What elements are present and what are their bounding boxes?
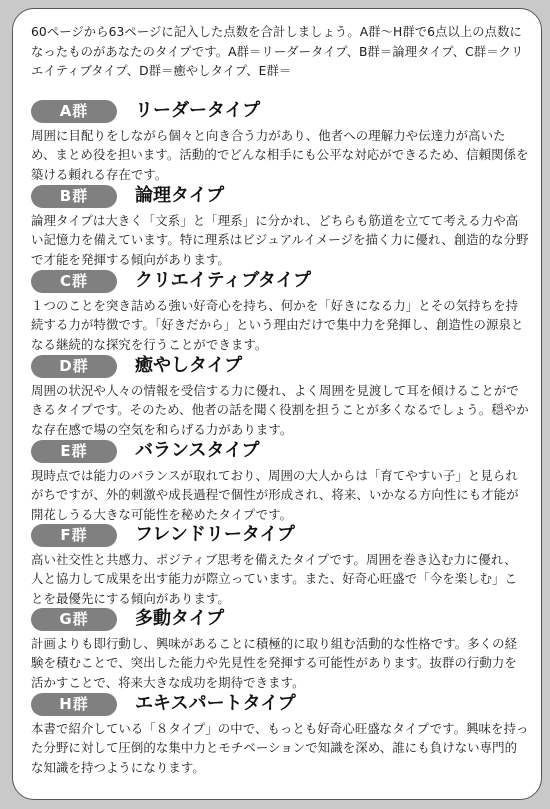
type-description: 周囲に目配りをしながら個々と向き合う力があり、他者への理解力や伝達力が高いため、まとめ役を担います。活動的でどんな相手にも公平な対応ができるため、信頼関係を築ける頼れる存在です。 [31,128,529,182]
section-header [31,183,529,209]
type-description: 現時点では能力のバランスが取れており、周囲の大人からは「育てやすい子」と見られがちですが、外的刺激や成長過程で個性が形成され、将来、いかなる方向性にも才能が開花しうる大きな可能性を秘めたタイプです。 [31,468,519,522]
group-badge: C群 [31,270,117,293]
page-card [12,8,542,800]
section-header [31,438,529,464]
section-a [31,98,529,184]
type-description: １つのことを突き詰める強い好奇心を持ち、何かを「好きになる力」とその気持ちを持続する力が特徴です。「好きだから」という理由だけで集中力を発揮し、創造性の源泉となる継続的な探究を行うことができます。 [31,298,524,352]
section-f [31,522,529,608]
type-title: エキスパートタイプ [135,693,296,714]
group-badge: H群 [31,693,117,716]
type-title: クリエイティブタイプ [135,270,312,291]
group-badge: B群 [31,185,117,208]
intro-text: 60ページから63ページに記入した点数を合計しましょう。A群〜H群で6点以上の点数になったものがあなたのタイプです。A群＝リーダータイプ、B群＝論理タイプ、C群＝クリエイティブタイプ、D群＝癒やしタイプ、E群＝ [31,25,524,78]
group-badge: E群 [31,440,117,463]
section-header [31,268,529,294]
section-e [31,438,529,524]
type-description: 計画よりも即行動し、興味があることに積極的に取り組む活動的な性格です。多くの経験を積むことで、突出した能力や先見性を発揮する可能性があります。抜群の行動力を活かすことで、将来大きな成功を期待できます。 [31,636,518,690]
type-title: バランスタイプ [135,440,260,461]
group-badge: A群 [31,100,117,123]
section-header [31,353,529,379]
section-header [31,606,529,632]
type-description: 高い社交性と共感力、ポジティブ思考を備えたタイプです。周囲を巻き込む力に優れ、人と協力して成果を出す能力が際立っています。また、好奇心旺盛で「今を楽しむ」ことを最優先にする傾向があります。 [31,552,518,606]
type-title: リーダータイプ [135,100,261,121]
section-header [31,691,529,717]
type-title: フレンドリータイプ [135,524,295,545]
type-title: 論理タイプ [135,185,225,206]
section-b [31,183,529,269]
group-badge: D群 [31,355,117,378]
type-description: 論理タイプは大きく「文系」と「理系」に分かれ、どちらも筋道を立てて考える力や高い記憶力を備えています。特に理系はビジュアルイメージを描く力に優れ、創造的な分野で才能を発揮する傾向があります。 [31,213,529,267]
section-header [31,98,529,124]
type-description: 周囲の状況や人々の情報を受信する力に優れ、よく周囲を見渡して耳を傾けることができるタイプです。そのため、他者の話を聞く役割を担うことが多くなるでしょう。穏やかな存在感で場の空気を和らげる力があります。 [31,383,529,437]
section-h [31,691,529,777]
type-description: 本書で紹介している「８タイプ」の中で、もっとも好奇心旺盛なタイプです。興味を持った分野に対して圧倒的な集中力とモチベーションで知識を深め、誰にも負けない専門的な知識を持つようになります。 [31,721,529,775]
section-g [31,606,529,692]
section-c [31,268,529,354]
type-title: 癒やしタイプ [135,355,243,376]
type-title: 多動タイプ [135,608,225,629]
group-badge: F群 [31,524,117,547]
section-d [31,353,529,439]
section-header [31,522,529,548]
group-badge: G群 [31,608,117,631]
